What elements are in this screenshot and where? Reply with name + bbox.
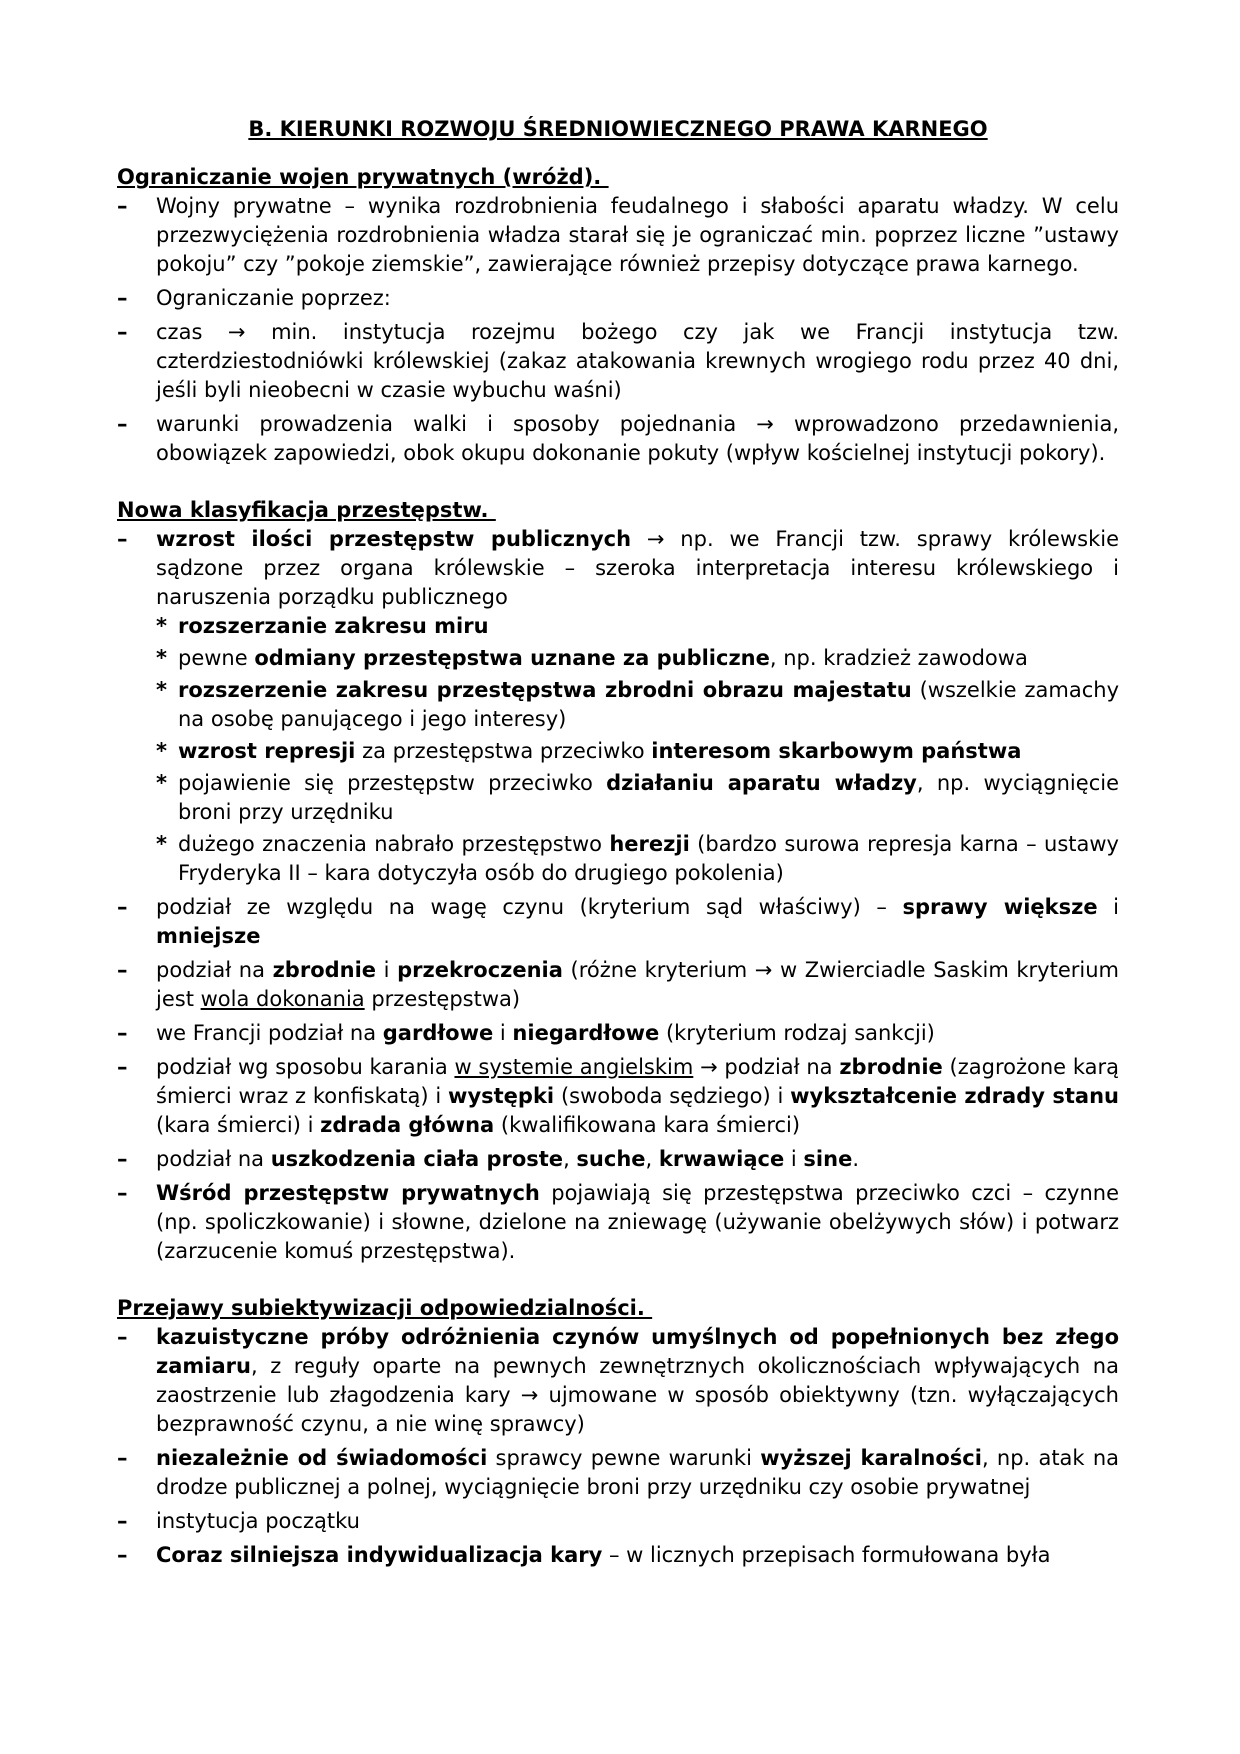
underlined-text: w systemie angielskim <box>454 1055 694 1079</box>
bold-text: rozszerzenie zakresu przestępstwa zbrodni obrazu majestatu <box>178 678 912 702</box>
bold-text: herezji <box>609 832 690 856</box>
bold-text: wzrost represji <box>178 739 356 763</box>
bold-text: interesom skarbowym państwa <box>651 739 1022 763</box>
item-text: → podział na <box>693 1055 840 1079</box>
item-text: i <box>376 958 398 982</box>
dash-marker: – <box>117 320 128 344</box>
dash-marker: – <box>117 1055 128 1079</box>
item-text: (kara śmierci) i <box>156 1113 321 1137</box>
bold-text: działaniu aparatu władzy <box>606 771 917 795</box>
dash-marker: – <box>117 1543 128 1567</box>
item-text: , z reguły oparte na pewnych zewnętrznych okolicznościach wpływających na zaostrzenie lub złagodzenia kary → ujmowane w sposób obiektywny (tzn. wyłączających bezprawność czynu, a nie winę sprawcy) <box>156 1354 1119 1436</box>
dash-marker: – <box>117 895 128 919</box>
item-text: . <box>852 1147 859 1171</box>
item-text: – w licznych przepisach formułowana była <box>602 1543 1051 1567</box>
item-text: przestępstwa) <box>364 987 521 1011</box>
list-item <box>117 525 1119 888</box>
star-marker: * <box>156 771 167 795</box>
item-text: sprawcy pewne warunki <box>487 1446 761 1470</box>
section-subjectivization-list <box>117 1323 1119 1570</box>
dash-marker: – <box>117 1147 128 1171</box>
bold-text: sprawy większe <box>902 895 1098 919</box>
item-text: Ograniczanie poprzez: <box>156 286 391 310</box>
item-text: (wszelkie zamachy na osobę panującego i jego interesy) <box>178 678 1119 731</box>
dash-marker: – <box>117 527 128 551</box>
dash-marker: – <box>117 1446 128 1470</box>
item-text: (swoboda sędziego) i <box>554 1084 791 1108</box>
item-text: i <box>784 1147 804 1171</box>
star-marker: * <box>156 646 167 670</box>
list-item <box>117 318 1119 405</box>
item-text: , <box>563 1147 577 1171</box>
item-text: (kryterium rodzaj sankcji) <box>659 1021 935 1045</box>
list-item <box>117 1145 1119 1174</box>
list-item <box>117 192 1119 279</box>
list-item <box>117 1541 1119 1570</box>
bold-text: wzrost ilości przestępstw publicznych <box>156 527 632 551</box>
list-item <box>117 1019 1119 1048</box>
section-private-wars-list <box>117 192 1119 468</box>
bold-text: zbrodnie <box>272 958 377 982</box>
item-text: warunki prowadzenia walki i sposoby pojednania → wprowadzono przedawnienia, obowiązek zapowiedzi, obok okupu dokonanie pokuty (wpływ kościelnej instytucji pokory). <box>156 412 1119 465</box>
bold-text: mniejsze <box>156 924 261 948</box>
item-text: i <box>493 1021 513 1045</box>
bold-text: sine <box>803 1147 853 1171</box>
section-spacer <box>117 473 1119 495</box>
item-text: → np. we Francji tzw. sprawy królewskie sądzone przez organa królewskie – szeroka interpretacja interesu królewskiego i naruszenia porządku publicznego <box>156 527 1119 609</box>
bold-text: niezależnie od świadomości <box>156 1446 488 1470</box>
document-content <box>117 114 1119 1575</box>
dash-marker: – <box>117 286 128 310</box>
dash-marker: – <box>117 1509 128 1533</box>
star-marker: * <box>156 739 167 763</box>
list-item <box>117 956 1119 1014</box>
star-marker: * <box>156 832 167 856</box>
bold-text: wyższej karalności <box>760 1446 982 1470</box>
sub-list <box>156 612 1119 888</box>
section-heading-classification: Nowa klasyfikacja przestępstw. <box>117 498 496 522</box>
list-item <box>117 1444 1119 1502</box>
sub-list-item <box>156 737 1119 766</box>
item-text: podział ze względu na wagę czynu (kryterium sąd właściwy) – <box>156 895 903 919</box>
bold-text: gardłowe <box>382 1021 494 1045</box>
star-marker: * <box>156 678 167 702</box>
item-text: za przestępstwa przeciwko <box>355 739 652 763</box>
bold-text: krwawiące <box>658 1147 785 1171</box>
sub-list-item <box>156 769 1119 827</box>
bold-text: suche <box>576 1147 646 1171</box>
dash-marker: – <box>117 1325 128 1349</box>
item-text: dużego znaczenia nabrało przestępstwo <box>178 832 610 856</box>
item-text: i <box>1097 895 1120 919</box>
star-marker: * <box>156 614 167 638</box>
item-text: (bardzo surowa represja karna – ustawy Fryderyka II – kara dotyczyła osób do drugiego pokolenia) <box>178 832 1119 885</box>
item-text: (kwalifikowana kara śmierci) <box>494 1113 801 1137</box>
list-item <box>117 1323 1119 1439</box>
section-spacer <box>117 1271 1119 1293</box>
sub-list-item <box>156 612 1119 641</box>
item-text: podział wg sposobu karania <box>156 1055 455 1079</box>
item-text: , <box>645 1147 659 1171</box>
bold-text: odmiany przestępstwa uznane za publiczne <box>254 646 770 670</box>
list-item <box>117 893 1119 951</box>
bold-text: przekroczenia <box>397 958 563 982</box>
bold-text: wykształcenie zdrady stanu <box>790 1084 1119 1108</box>
list-item <box>117 284 1119 313</box>
bold-text: uszkodzenia ciała proste <box>270 1147 564 1171</box>
item-text: pojawienie się przestępstw przeciwko <box>178 771 607 795</box>
section-heading-private-wars: Ograniczanie wojen prywatnych (wróżd). <box>117 165 609 189</box>
document-title: B. KIERUNKI ROZWOJU ŚREDNIOWIECZNEGO PRAWA KARNEGO <box>248 117 988 141</box>
item-text: podział na <box>156 958 273 982</box>
item-text: , np. wyciągnięcie broni przy urzędniku <box>178 771 1119 824</box>
bold-text: rozszerzanie zakresu miru <box>178 614 489 638</box>
section-classification-list <box>117 525 1119 1266</box>
list-item <box>117 1053 1119 1140</box>
item-text: we Francji podział na <box>156 1021 383 1045</box>
dash-marker: – <box>117 412 128 436</box>
section-heading-subjectivization: Przejawy subiektywizacji odpowiedzialności. <box>117 1296 653 1320</box>
dash-marker: – <box>117 1021 128 1045</box>
underlined-text: wola dokonania <box>200 987 365 1011</box>
item-text: instytucja początku <box>156 1509 360 1533</box>
dash-marker: – <box>117 194 128 218</box>
bold-text: Wśród przestępstw prywatnych <box>156 1181 540 1205</box>
item-text: pewne <box>178 646 255 670</box>
item-text: , np. kradzież zawodowa <box>769 646 1028 670</box>
item-text: Wojny prywatne – wynika rozdrobnienia feudalnego i słabości aparatu władzy. W celu przezwyciężenia rozdrobnienia władza starał się je ograniczać min. poprzez liczne ”ustawy pokoju” czy ”pokoje ziemskie”, zawierające również przepisy dotyczące prawa karnego. <box>156 194 1119 276</box>
bold-text: niegardłowe <box>512 1021 660 1045</box>
bold-text: zdrada główna <box>320 1113 495 1137</box>
dash-marker: – <box>117 1181 128 1205</box>
list-item <box>117 410 1119 468</box>
bold-text: Coraz silniejsza indywidualizacja kary <box>156 1543 603 1567</box>
list-item <box>117 1507 1119 1536</box>
dash-marker: – <box>117 958 128 982</box>
bold-text: zbrodnie <box>839 1055 943 1079</box>
item-text: podział na <box>156 1147 271 1171</box>
list-item <box>117 1179 1119 1266</box>
item-text: (zagrożone karą śmierci wraz z konfiskatą) i <box>156 1055 1119 1108</box>
item-text: , np. atak na drodze publicznej a polnej, wyciągnięcie broni przy urzędniku czy osobie prywatnej <box>156 1446 1120 1499</box>
item-text: pojawiają się przestępstwa przeciwko czci – czynne (np. spoliczkowanie) i słowne, dzielone na zniewagę (używanie obelżywych słów) i potwarz (zarzucenie komuś przestępstwa). <box>156 1181 1119 1263</box>
bold-text: kazuistyczne próby odróżnienia czynów umyślnych od popełnionych bez złego zamiaru <box>156 1325 1119 1378</box>
bold-text: występki <box>448 1084 555 1108</box>
item-text: czas → min. instytucja rozejmu bożego czy jak we Francji instytucja tzw. czterdziestodniówki królewskiej (zakaz atakowania krewnych wrogiego rodu przez 40 dni, jeśli byli nieobecni w czasie wybuchu waśni) <box>156 320 1119 402</box>
sub-list-item <box>156 676 1119 734</box>
sub-list-item <box>156 644 1119 673</box>
sub-list-item <box>156 830 1119 888</box>
item-text: (różne kryterium → w Zwierciadle Saskim kryterium jest <box>156 958 1119 1011</box>
